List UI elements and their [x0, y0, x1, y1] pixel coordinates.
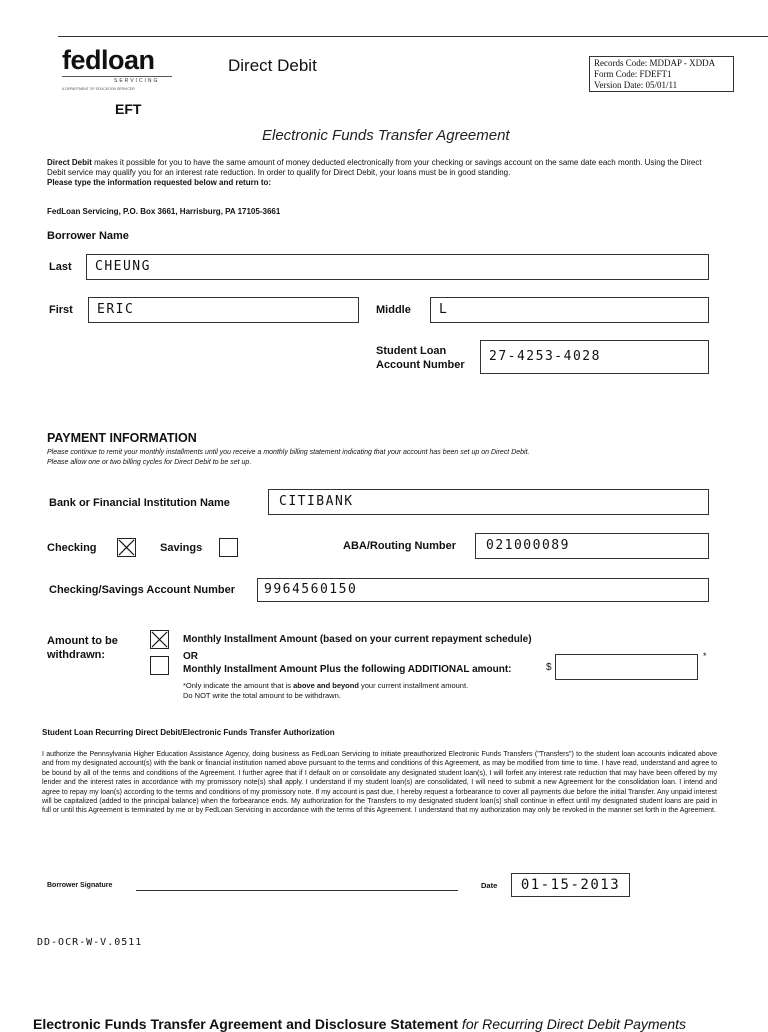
monthly-x-mark	[151, 631, 168, 648]
return-address: FedLoan Servicing, P.O. Box 3661, Harrisburg, PA 17105-3661	[47, 207, 281, 216]
agreement-subtitle: Electronic Funds Transfer Agreement	[262, 127, 510, 144]
additional-amount-field[interactable]	[555, 654, 698, 680]
authorization-text: I authorize the Pennsylvania Higher Education Assistance Agency, doing business as FedLoan Servicing to initiate preauthorized Electronic Funds Transfers ("Transfers") to the student loan accounts indicated above and from my designated account(s) with the bank or financial institution named above pursuant to the terms and conditions of this Agreement, as may be modified from time to time. I have read, understand and agree to be bound by all of the terms and conditions of the Agreement. I further agree that if I default on or consolidate any designated student loan(s), I will forfeit any interest rate reduction that may have been offered by my lender and the interest rates in accordance with my promissory note(s) shall apply. I understand if my student loan(s) are consolidated, I will need to submit a new Agreement for the consolidation loan. I intend and agree to repay my loan(s) according to the terms and conditions of my promissory note. If my account is past due, I hereby request a forbearance to cover all payments due before the initial Transfer. Any unpaid interest will be capitalized (added to the principal balance) when the forbearance ends. My authorization for the Transfers to my designated student loan(s) shall continue in effect until my designated student loans are paid in full or until this Agreement is terminated by me or by FedLoan Servicing in accordance with the terms of this Agreement. I understand that my authorization may only be revoked in the manner set forth in the Agreement.	[42, 751, 717, 815]
bottom-title	[33, 1016, 686, 1032]
additional-amount-checkbox[interactable]	[150, 656, 169, 675]
checking-checkbox[interactable]	[117, 538, 136, 557]
amount-note-d: Do NOT write the total amount to be withdrawn.	[183, 691, 341, 700]
intro-text: makes it possible for you to have the same amount of money deducted electronically from your checking or savings account on the same date each month. Using the Direct Debit service may qualify you for an interest rate reduction. In order to qualify for Direct Debit, your loans must be in good standing.	[47, 158, 702, 177]
option-or: OR	[183, 651, 198, 662]
monthly-amount-checkbox[interactable]	[150, 630, 169, 649]
eft-label: EFT	[115, 101, 142, 117]
account-number-bank-label: Checking/Savings Account Number	[49, 584, 236, 596]
last-name-label: Last	[49, 261, 72, 273]
aba-routing-label: ABA/Routing Number	[343, 540, 457, 552]
bank-name-field[interactable]: CITIBANK	[268, 489, 709, 515]
version-date: Version Date: 05/01/11	[594, 80, 678, 90]
bottom-title-bold: Electronic Funds Transfer Agreement and Disclosure Statement	[33, 1016, 459, 1032]
savings-checkbox[interactable]	[219, 538, 238, 557]
option-additional: Monthly Installment Amount Plus the following ADDITIONAL amount:	[183, 664, 512, 675]
fedloan-logo	[62, 46, 174, 94]
payment-note-1: Please continue to remit your monthly installments until you receive a monthly billing statement indicating that your account has been set up on Direct Debit.	[47, 449, 530, 456]
option-monthly: Monthly Installment Amount (based on your current repayment schedule)	[183, 634, 532, 645]
intro-paragraph	[47, 158, 722, 188]
records-box	[589, 56, 734, 92]
account-number-field[interactable]: 27-4253-4028	[480, 340, 709, 374]
form-code: Form Code: FDEFT1	[594, 69, 672, 79]
amount-asterisk: *	[703, 651, 707, 661]
bank-name-label: Bank or Financial Institution Name	[49, 497, 230, 509]
intro-lead: Direct Debit	[47, 158, 92, 167]
aba-routing-field[interactable]: 021000089	[475, 533, 709, 559]
first-name-field[interactable]: ERIC	[88, 297, 359, 323]
checking-savings-account-field[interactable]: 9964560150	[257, 578, 709, 602]
dollar-sign: $	[546, 662, 552, 673]
first-name-label: First	[49, 304, 73, 316]
logo-sub: SERVICING	[114, 78, 160, 84]
amount-note-a: *Only indicate the amount that is	[183, 681, 294, 690]
amount-label-line1: Amount to be	[47, 635, 118, 647]
records-code: Records Code: MDDAP - XDDA	[594, 58, 716, 68]
date-label: Date	[481, 881, 498, 890]
ocr-code: DD-OCR-W-V.0511	[37, 937, 143, 948]
middle-name-label: Middle	[376, 304, 411, 316]
amount-label	[47, 634, 118, 662]
payment-note-2: Please allow one or two billing cycles for Direct Debit to be set up.	[47, 459, 252, 466]
date-field[interactable]: 01-15-2013	[511, 873, 630, 897]
account-label-line2: Account Number	[376, 359, 465, 371]
top-rule	[58, 36, 768, 37]
checking-label: Checking	[47, 542, 97, 554]
middle-name-field[interactable]: L	[430, 297, 709, 323]
account-label-line1: Student Loan	[376, 345, 447, 357]
amount-note-c: your current installment amount.	[358, 681, 469, 690]
payment-notes	[47, 448, 727, 468]
logo-tag: A DEPARTMENT OF EDUCATION SERVICER	[62, 87, 135, 91]
borrower-heading: Borrower Name	[47, 230, 129, 242]
last-name-field[interactable]: CHEUNG	[86, 254, 709, 280]
account-number-label	[376, 344, 465, 372]
bottom-title-italic: for Recurring Direct Debit Payments	[458, 1016, 687, 1032]
intro-instruction: Please type the information requested below and return to:	[47, 178, 272, 187]
amount-note-b: above and beyond	[293, 681, 359, 690]
logo-text: fedloan	[62, 45, 155, 75]
payment-heading: PAYMENT INFORMATION	[47, 431, 197, 445]
amount-note	[183, 681, 468, 701]
form-title: Direct Debit	[228, 56, 317, 75]
checking-x-mark	[118, 539, 135, 556]
authorization-heading: Student Loan Recurring Direct Debit/Electronic Funds Transfer Authorization	[42, 728, 335, 737]
signature-label: Borrower Signature	[47, 882, 113, 889]
amount-label-line2: withdrawn:	[47, 649, 106, 661]
signature-line[interactable]	[136, 890, 458, 891]
savings-label: Savings	[160, 542, 203, 554]
